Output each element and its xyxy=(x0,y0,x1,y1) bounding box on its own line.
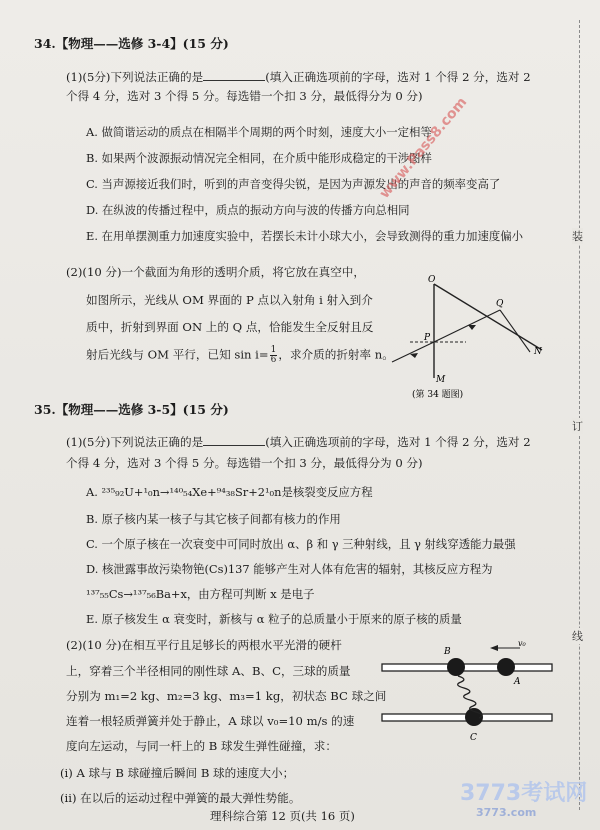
q34-part2-line1: (2)(10 分)一个截面为角形的透明介质，将它放在真空中， xyxy=(66,265,365,279)
binding-line xyxy=(579,20,580,810)
figure-caption: (第 34 题图) xyxy=(412,390,464,400)
q35-header: 35.【物理——选修 3-5】(15 分) xyxy=(34,402,229,417)
label-v0: v₀ xyxy=(518,640,526,648)
q35-figure xyxy=(378,640,558,750)
side-mark-zhuang: 装 xyxy=(572,230,583,243)
q34-part1-line1: (1)(5分)下列说法正确的是 (填入正确选项前的字母，选对 1 个得 2 分，选对 2 xyxy=(66,70,531,84)
q34-option-c: C. 当声源接近我们时，听到的声音变得尖锐，是因为声源发出的声音的频率变高了 xyxy=(86,177,501,191)
label-n: N xyxy=(534,347,542,357)
q34-figure xyxy=(390,270,560,400)
answer-blank xyxy=(203,433,265,446)
q34-part2-line2: 如图所示，光线从 OM 界面的 P 点以入射角 i 射入到介 xyxy=(86,293,373,307)
ball-b xyxy=(447,658,465,676)
label-m: M xyxy=(436,375,446,385)
label-p: P xyxy=(424,333,431,343)
q34-header: 34.【物理——选修 3-4】(15 分) xyxy=(34,36,229,51)
q35-part2-line1: (2)(10 分)在相互平行且足够长的两根水平光滑的硬杆 xyxy=(66,638,342,652)
site-logo-watermark: 3773考试网 xyxy=(460,781,588,806)
q34-option-e: E. 在用单摆测重力加速度实验中，若摆长未计小球大小，会导致测得的重力加速度偏小 xyxy=(86,229,524,243)
q35-part1-line2: 个得 4 分，选对 3 个得 5 分。每选错一个扣 3 分，最低得分为 0 分) xyxy=(66,456,423,470)
site-url-watermark: 3773.com xyxy=(476,806,537,819)
page-footer: 理科综合第 12 页(共 16 页) xyxy=(210,809,355,823)
q34-part2-line3: 质中，折射到界面 ON 上的 Q 点，恰能发生全反射且反 xyxy=(86,320,374,334)
q34-part2-line4: 射后光线与 OM 平行，已知 sin i= $\frac{1}{6}$ ，求介质的折射率 n。 xyxy=(86,345,394,365)
q35-option-b: B. 原子核内某一核子与其它核子间都有核力的作用 xyxy=(86,512,341,526)
q35-option-e: E. 原子核发生 α 衰变时，新核与 α 粒子的总质量小于原来的原子核的质量 xyxy=(86,612,462,626)
q35-sub-i: (i) A 球与 B 球碰撞后瞬间 B 球的速度大小； xyxy=(60,766,295,780)
answer-blank xyxy=(203,68,265,81)
label-a: A xyxy=(514,677,521,687)
q35-option-a: A. ²³⁵₉₂U+¹₀n→¹⁴⁰₅₄Xe+⁹⁴₃₈Sr+2¹₀n是核裂变反应方程 xyxy=(86,485,373,499)
label-b: B xyxy=(444,647,451,657)
side-mark-xian: 线 xyxy=(572,630,583,643)
q34-option-a: A. 做简谐运动的质点在相隔半个周期的两个时刻，速度大小一定相等 xyxy=(86,125,432,139)
stamp-watermark: www.Pass8.com xyxy=(376,94,471,202)
q35-option-c: C. 一个原子核在一次衰变中可同时放出 α、β 和 γ 三种射线，且 γ 射线穿透能力最强 xyxy=(86,537,516,551)
q35-option-d-line1: D. 核泄露事故污染物铯(Cs)137 能够产生对人体有危害的辐射，其核反应方程为 xyxy=(86,562,493,576)
q35-part2-line3: 分别为 m₁=2 kg、m₂=3 kg、m₃=1 kg，初状态 BC 球之间 xyxy=(66,689,387,703)
q35-option-d-line2: ¹³⁷₅₅Cs→¹³⁷₅₆Ba+x，由方程可判断 x 是电子 xyxy=(86,587,315,601)
ball-a xyxy=(497,658,515,676)
q35-sub-ii: (ii) 在以后的运动过程中弹簧的最大弹性势能。 xyxy=(60,791,301,805)
q35-part2-line2: 上，穿着三个半径相同的刚性球 A、B、C，三球的质量 xyxy=(66,664,351,678)
q35-part2-line5: 度向左运动，与同一杆上的 B 球发生弹性碰撞，求： xyxy=(66,739,337,753)
q35-part1-line1: (1)(5分)下列说法正确的是 (填入正确选项前的字母，选对 1 个得 2 分，选对 2 xyxy=(66,435,531,449)
label-o: O xyxy=(428,275,436,285)
q35-part2-line4: 连着一根轻质弹簧并处于静止，A 球以 v₀=10 m/s 的速 xyxy=(66,714,355,728)
q34-option-b: B. 如果两个波源振动情况完全相同，在介质中能形成稳定的干涉图样 xyxy=(86,151,432,165)
q34-option-d: D. 在纵波的传播过程中，质点的振动方向与波的传播方向总相同 xyxy=(86,203,410,217)
label-q: Q xyxy=(496,299,504,309)
label-c: C xyxy=(470,733,477,743)
fraction: $\frac{1}{6}$ xyxy=(270,345,277,365)
q34-part1-line2: 个得 4 分，选对 3 个得 5 分。每选错一个扣 3 分，最低得分为 0 分) xyxy=(66,89,423,103)
side-mark-ding: 订 xyxy=(572,420,583,433)
